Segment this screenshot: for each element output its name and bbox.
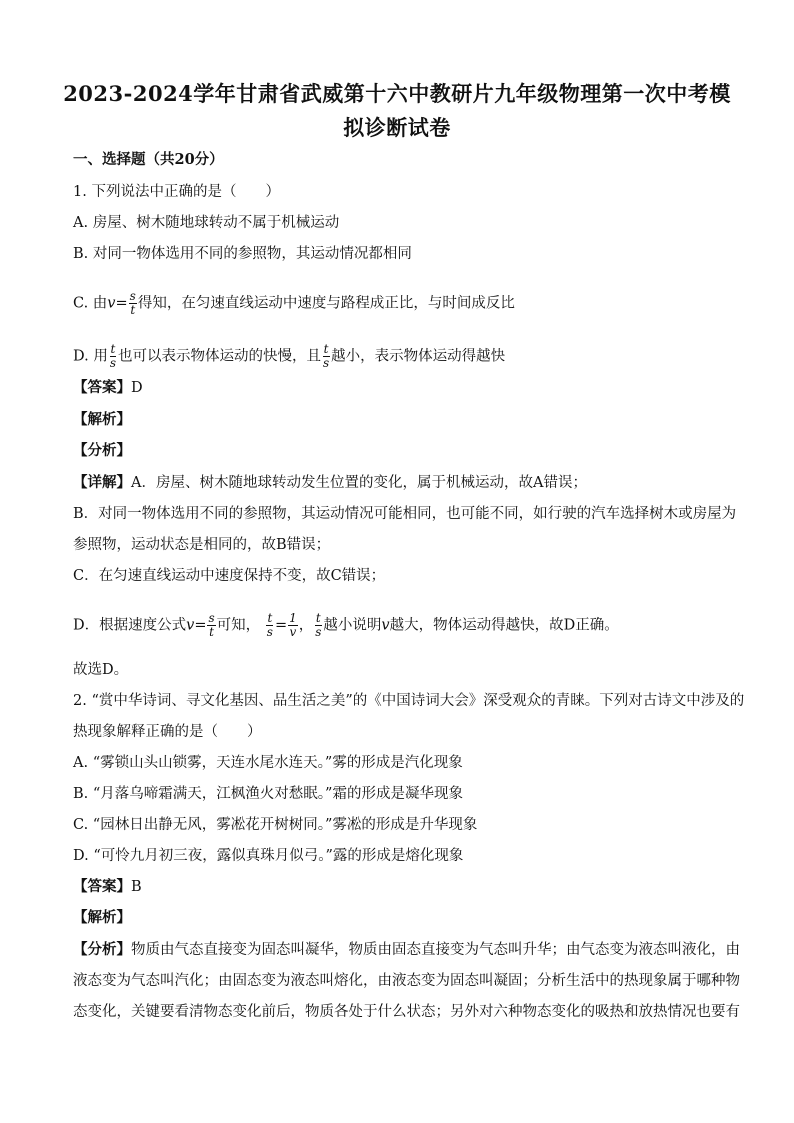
q2-fenxi-line1	[73, 940, 740, 960]
q2-option-a: A. “雾锁山头山锁雾，天连水尾水连天。”雾的形成是汽化现象	[73, 755, 463, 771]
comma: ，	[298, 617, 314, 634]
symbol-v: v	[107, 295, 116, 312]
q1-stem: 1. 下列说法中正确的是（ ）	[73, 184, 280, 200]
fraction-numerator: t	[110, 342, 116, 356]
q2-option-b: B. “月落乌啼霜满天，江枫渔火对愁眠。”霜的形成是凝华现象	[73, 786, 463, 802]
q1-option-c-prefix: C. 由	[73, 295, 108, 312]
fraction-denominator: v	[289, 625, 297, 639]
fraction-s-over-t	[129, 290, 137, 317]
q2-option-d: D. “可怜九月初三夜，露似真珠月似弓。”露的形成是熔化现象	[73, 848, 464, 864]
q2-stem-line2: 热现象解释正确的是（ ）	[73, 724, 262, 740]
symbol-v: v	[381, 617, 390, 634]
fraction-numerator: t	[315, 611, 321, 625]
fraction-denominator: s	[109, 356, 116, 370]
equals-sign: =	[115, 295, 128, 312]
fraction-t-over-s	[322, 343, 330, 370]
q2-fenxi-line3: 态变化，关键要看清物态变化前后，物质各处于什么状态；另外对六种物态变化的吸热和放热情况也要有	[73, 1004, 740, 1020]
q2-jiexi-label: 【解析】	[73, 909, 131, 926]
exam-title-line2: 拟诊断试卷	[343, 115, 451, 140]
q1-option-d-text: 越小，表示物体运动得越快	[331, 348, 506, 365]
q1-option-d-prefix: D. 用	[73, 348, 108, 365]
q2-answer	[73, 877, 733, 897]
answer-label: 【答案】	[73, 878, 131, 895]
section-heading: 一、选择题（共20分）	[73, 151, 224, 168]
q1-jiexi-label: 【解析】	[73, 411, 131, 428]
q2-fenxi-line2: 液态变为气态叫汽化；由固态变为液态叫熔化，由液态变为固态叫凝固；分析生活中的热现象属于哪种物	[73, 973, 740, 989]
equals-sign: =	[274, 617, 288, 634]
answer-value: D	[131, 380, 143, 396]
fraction-t-over-s	[266, 612, 274, 639]
detail-text: A．房屋、树木随地球转动发生位置的变化，属于机械运动，故A错误；	[131, 475, 587, 491]
detail-d-post2: 越大，物体运动得越快，故D正确。	[389, 617, 619, 634]
q1-option-d-mid: 也可以表示物体运动的快慢，且	[118, 348, 321, 365]
fraction-1-over-v	[288, 612, 298, 639]
fraction-numerator: s	[129, 289, 136, 303]
detail-d-post: 越小说明	[323, 617, 382, 634]
q2-option-c: C. “园林日出静无风，雾凇花开树树同。”雾凇的形成是升华现象	[73, 817, 478, 833]
q1-option-c-text: 得知，在匀速直线运动中速度与路程成正比，与时间成反比	[137, 295, 515, 312]
fraction-t-over-s	[314, 612, 322, 639]
q1-option-b: B. 对同一物体选用不同的参照物，其运动情况都相同	[73, 246, 412, 262]
q1-detail-d	[73, 612, 733, 639]
q1-fenxi-label: 【分析】	[73, 442, 131, 459]
q1-detail-c: C．在匀速直线运动中速度保持不变，故C错误；	[73, 568, 386, 584]
q2-stem-line1: 2. “赏中华诗词、寻文化基因、品生活之美”的《中国诗词大会》深受观众的青睐。下列对古诗文中涉及的	[73, 693, 745, 709]
fraction-numerator: t	[267, 611, 273, 625]
fraction-denominator: t	[130, 303, 136, 317]
detail-d-know: 可知，	[216, 617, 261, 634]
q1-detail-b-line1: B．对同一物体选用不同的参照物，其运动情况可能相同，也可能不同，如行驶的汽车选择树木或房屋为	[73, 506, 737, 522]
detail-label: 【详解】	[73, 474, 131, 491]
q1-option-d	[73, 343, 733, 370]
detail-d-prefix: D．根据速度公式	[73, 617, 187, 634]
answer-label: 【答案】	[73, 379, 131, 396]
fraction-t-over-s	[109, 343, 117, 370]
q1-option-c	[73, 290, 733, 317]
symbol-v: v	[186, 617, 195, 634]
q1-detail-a	[73, 473, 733, 493]
equals-sign: =	[194, 617, 207, 634]
fraction-numerator: 1	[289, 611, 297, 625]
q1-answer	[73, 378, 733, 398]
q1-option-a: A. 房屋、树木随地球转动不属于机械运动	[73, 215, 340, 231]
fraction-denominator: s	[315, 625, 322, 639]
exam-title-line1: 2023-2024学年甘肃省武威第十六中教研片九年级物理第一次中考模	[63, 81, 731, 106]
fenxi-text: 物质由气态直接变为固态叫凝华，物质由固态直接变为气态叫升华；由气态变为液态叫液化，由	[131, 942, 740, 958]
answer-value: B	[131, 879, 142, 895]
fenxi-label: 【分析】	[73, 941, 131, 958]
q1-conclusion: 故选D。	[73, 662, 129, 678]
fraction-s-over-t	[207, 612, 215, 639]
fraction-numerator: t	[323, 342, 329, 356]
fraction-denominator: s	[266, 625, 273, 639]
fraction-denominator: t	[209, 625, 214, 639]
q1-detail-b-line2: 参照物，运动状态是相同的，故B错误；	[73, 537, 331, 553]
fraction-denominator: s	[323, 356, 330, 370]
fraction-numerator: s	[208, 611, 215, 625]
